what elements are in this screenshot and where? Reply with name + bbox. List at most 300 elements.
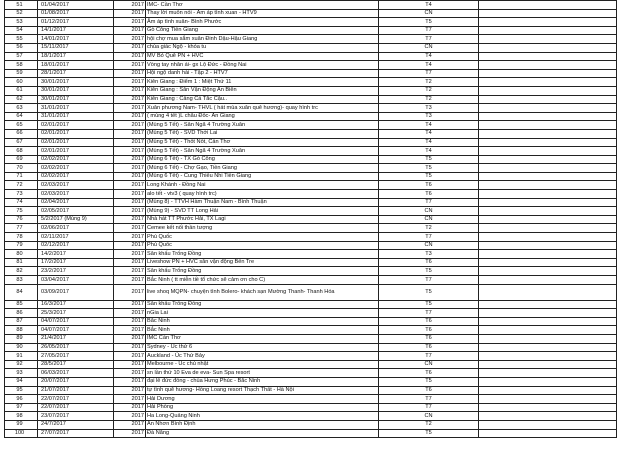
date-cell[interactable]: 03/04/2017 [38,276,114,285]
empty-cell[interactable] [479,343,617,352]
year-cell[interactable]: 2017 [114,276,146,285]
year-cell[interactable]: 2017 [114,360,146,369]
row-number-cell[interactable]: 62 [5,95,38,104]
row-number-cell[interactable]: 63 [5,104,38,113]
year-cell[interactable]: 2017 [114,69,146,78]
row-number-cell[interactable]: 91 [5,352,38,361]
weekday-cell[interactable]: T6 [379,334,479,343]
event-cell[interactable]: Hải Dương [146,395,379,404]
year-cell[interactable]: 2017 [114,258,146,267]
event-cell[interactable]: Hải Phòng [146,403,379,412]
empty-cell[interactable] [479,267,617,276]
event-cell[interactable]: IMC Cần Thơ [146,334,379,343]
weekday-cell[interactable]: T4 [379,61,479,70]
row-number-cell[interactable]: 81 [5,258,38,267]
empty-cell[interactable] [479,369,617,378]
empty-cell[interactable] [479,1,617,10]
event-cell[interactable]: Sân khấu Trống Đồng [146,267,379,276]
year-cell[interactable]: 2017 [114,190,146,199]
date-cell[interactable]: 14/1/2017 [38,26,114,35]
event-cell[interactable]: ( mùng 4 tết )L châu Đốc- An Giang [146,112,379,121]
empty-cell[interactable] [479,121,617,130]
date-cell[interactable]: 26/05/2017 [38,343,114,352]
weekday-cell[interactable]: T7 [379,26,479,35]
date-cell[interactable]: 21/4/2017 [38,334,114,343]
year-cell[interactable]: 2017 [114,9,146,18]
empty-cell[interactable] [479,61,617,70]
row-number-cell[interactable]: 95 [5,386,38,395]
event-cell[interactable]: (Mùng 5 Tết) - SVD Thới Lai [146,129,379,138]
row-number-cell[interactable]: 78 [5,233,38,242]
event-cell[interactable]: Phú Quốc [146,233,379,242]
date-cell[interactable]: 02/03/2017 [38,181,114,190]
date-cell[interactable]: 22/07/2017 [38,395,114,404]
empty-cell[interactable] [479,95,617,104]
year-cell[interactable]: 2017 [114,155,146,164]
row-number-cell[interactable]: 76 [5,215,38,224]
weekday-cell[interactable]: T7 [379,395,479,404]
row-number-cell[interactable]: 88 [5,326,38,335]
empty-cell[interactable] [479,104,617,113]
empty-cell[interactable] [479,181,617,190]
empty-cell[interactable] [479,207,617,216]
row-number-cell[interactable]: 58 [5,61,38,70]
event-cell[interactable]: (Mùng 5 Tết) - Sân Ngã 4 Trường Xuân [146,147,379,156]
weekday-cell[interactable]: T6 [379,343,479,352]
year-cell[interactable]: 2017 [114,250,146,259]
year-cell[interactable]: 2017 [114,43,146,52]
event-cell[interactable]: Đà Nẵng [146,429,379,438]
row-number-cell[interactable]: 57 [5,52,38,61]
row-number-cell[interactable]: 86 [5,309,38,318]
year-cell[interactable]: 2017 [114,164,146,173]
weekday-cell[interactable]: CN [379,412,479,421]
date-cell[interactable]: 02/02/2017 [38,172,114,181]
event-cell[interactable]: sn lần thứ 10 Eva de eva- Sun Spa resort [146,369,379,378]
year-cell[interactable]: 2017 [114,26,146,35]
date-cell[interactable]: 02/02/2017 [38,164,114,173]
weekday-cell[interactable]: T2 [379,86,479,95]
row-number-cell[interactable]: 97 [5,403,38,412]
date-cell[interactable]: 5/2/2017 (Mùng 9) [38,215,114,224]
date-cell[interactable]: 30/01/2017 [38,78,114,87]
event-cell[interactable]: Bắc Ninh ( tt miễn tiề tổ chức sẽ cảm ơn cho C) [146,276,379,285]
date-cell[interactable]: 31/01/2017 [38,112,114,121]
row-number-cell[interactable]: 83 [5,276,38,285]
event-cell[interactable]: Sân khấu Trống Đồng [146,300,379,309]
weekday-cell[interactable]: T5 [379,300,479,309]
weekday-cell[interactable]: T5 [379,377,479,386]
weekday-cell[interactable]: T3 [379,250,479,259]
year-cell[interactable]: 2017 [114,78,146,87]
year-cell[interactable]: 2017 [114,241,146,250]
weekday-cell[interactable]: T5 [379,267,479,276]
empty-cell[interactable] [479,43,617,52]
date-cell[interactable]: 02/05/2017 [38,207,114,216]
event-cell[interactable]: (Mùng 5 Tết) - Sân Ngã 4 Trường Xuân [146,121,379,130]
empty-cell[interactable] [479,138,617,147]
event-cell[interactable]: Kiên Giang : Điểm 1 : Miệt Thứ 11 [146,78,379,87]
row-number-cell[interactable]: 59 [5,69,38,78]
date-cell[interactable]: 15/11/2017 [38,43,114,52]
weekday-cell[interactable]: T3 [379,104,479,113]
row-number-cell[interactable]: 73 [5,190,38,199]
row-number-cell[interactable]: 65 [5,121,38,130]
year-cell[interactable]: 2017 [114,172,146,181]
row-number-cell[interactable]: 85 [5,300,38,309]
row-number-cell[interactable]: 53 [5,18,38,27]
row-number-cell[interactable]: 70 [5,164,38,173]
row-number-cell[interactable]: 100 [5,429,38,438]
year-cell[interactable]: 2017 [114,343,146,352]
date-cell[interactable]: 21/07/2017 [38,386,114,395]
event-cell[interactable]: Nhà hát TT Phước Hải, TX Lagi [146,215,379,224]
date-cell[interactable]: 01/12/2017 [38,18,114,27]
date-cell[interactable]: 02/01/2017 [38,129,114,138]
weekday-cell[interactable]: T5 [379,284,479,300]
date-cell[interactable]: 06/03/2017 [38,369,114,378]
date-cell[interactable]: 01/08/2017 [38,9,114,18]
weekday-cell[interactable]: CN [379,9,479,18]
date-cell[interactable]: 28/1/2017 [38,69,114,78]
year-cell[interactable]: 2017 [114,95,146,104]
empty-cell[interactable] [479,190,617,199]
weekday-cell[interactable]: T5 [379,172,479,181]
weekday-cell[interactable]: T7 [379,35,479,44]
empty-cell[interactable] [479,276,617,285]
year-cell[interactable]: 2017 [114,147,146,156]
year-cell[interactable]: 2017 [114,395,146,404]
date-cell[interactable]: 20/07/2017 [38,377,114,386]
row-number-cell[interactable]: 68 [5,147,38,156]
year-cell[interactable]: 2017 [114,403,146,412]
date-cell[interactable]: 17/2/2017 [38,258,114,267]
weekday-cell[interactable]: T7 [379,403,479,412]
weekday-cell[interactable]: CN [379,360,479,369]
year-cell[interactable]: 2017 [114,121,146,130]
event-cell[interactable]: Xuân phương Nam- THVL ( hát mùa xuân quê hương)- quay hình trc [146,104,379,113]
year-cell[interactable]: 2017 [114,233,146,242]
event-cell[interactable]: Ha Long-Quảng Ninh [146,412,379,421]
weekday-cell[interactable]: CN [379,215,479,224]
row-number-cell[interactable]: 66 [5,129,38,138]
row-number-cell[interactable]: 94 [5,377,38,386]
event-cell[interactable]: hội chợ mua sắm xuân Đinh Dậu-Hậu Giang [146,35,379,44]
weekday-cell[interactable]: T4 [379,1,479,10]
weekday-cell[interactable]: T3 [379,112,479,121]
date-cell[interactable]: 30/01/2017 [38,95,114,104]
empty-cell[interactable] [479,35,617,44]
date-cell[interactable]: 02/12/2017 [38,241,114,250]
event-cell[interactable]: Hội ngộ danh hài - Tập 2 - HTV7 [146,69,379,78]
year-cell[interactable]: 2017 [114,334,146,343]
event-cell[interactable]: chùa giác Ngộ - khóa tu [146,43,379,52]
row-number-cell[interactable]: 55 [5,35,38,44]
event-cell[interactable]: (Mùng 5 Tết) - Thốt Nốt, Cần Thơ [146,138,379,147]
empty-cell[interactable] [479,112,617,121]
empty-cell[interactable] [479,26,617,35]
year-cell[interactable]: 2017 [114,112,146,121]
weekday-cell[interactable]: T5 [379,18,479,27]
date-cell[interactable]: 30/01/2017 [38,86,114,95]
empty-cell[interactable] [479,164,617,173]
row-number-cell[interactable]: 96 [5,395,38,404]
year-cell[interactable]: 2017 [114,61,146,70]
row-number-cell[interactable]: 69 [5,155,38,164]
weekday-cell[interactable]: T5 [379,155,479,164]
weekday-cell[interactable]: T7 [379,69,479,78]
event-cell[interactable]: Sydney - Úc thứ 6 [146,343,379,352]
date-cell[interactable]: 27/05/2017 [38,352,114,361]
year-cell[interactable]: 2017 [114,326,146,335]
event-cell[interactable]: (Mùng 9) - SVD TT Long Hải [146,207,379,216]
empty-cell[interactable] [479,18,617,27]
weekday-cell[interactable]: T7 [379,233,479,242]
year-cell[interactable]: 2017 [114,52,146,61]
empty-cell[interactable] [479,250,617,259]
event-cell[interactable]: Melbourne - Úc chủ nhật [146,360,379,369]
event-cell[interactable]: Cemee kết nối thần tượng [146,224,379,233]
date-cell[interactable]: 14/2/2017 [38,250,114,259]
year-cell[interactable]: 2017 [114,386,146,395]
row-number-cell[interactable]: 90 [5,343,38,352]
weekday-cell[interactable]: T4 [379,121,479,130]
empty-cell[interactable] [479,258,617,267]
weekday-cell[interactable]: T7 [379,309,479,318]
empty-cell[interactable] [479,420,617,429]
year-cell[interactable]: 2017 [114,129,146,138]
date-cell[interactable]: 04/07/2017 [38,326,114,335]
date-cell[interactable]: 02/02/2017 [38,155,114,164]
date-cell[interactable]: 18/1/2017 [38,52,114,61]
weekday-cell[interactable]: T6 [379,190,479,199]
event-cell[interactable]: alo tết - vtv3 ( quay hình trc) [146,190,379,199]
empty-cell[interactable] [479,317,617,326]
weekday-cell[interactable]: T2 [379,224,479,233]
event-cell[interactable]: (Mùng 6 Tết) - Chợ Gạo, Tiền Giang [146,164,379,173]
date-cell[interactable]: 14/01/2017 [38,35,114,44]
empty-cell[interactable] [479,78,617,87]
weekday-cell[interactable]: T5 [379,164,479,173]
weekday-cell[interactable]: T7 [379,352,479,361]
row-number-cell[interactable]: 56 [5,43,38,52]
row-number-cell[interactable]: 80 [5,250,38,259]
year-cell[interactable]: 2017 [114,369,146,378]
date-cell[interactable]: 04/07/2017 [38,317,114,326]
empty-cell[interactable] [479,172,617,181]
year-cell[interactable]: 2017 [114,267,146,276]
year-cell[interactable]: 2017 [114,224,146,233]
date-cell[interactable]: 18/01/2017 [38,61,114,70]
event-cell[interactable]: Bắc Ninh [146,317,379,326]
empty-cell[interactable] [479,69,617,78]
year-cell[interactable]: 2017 [114,412,146,421]
date-cell[interactable]: 24/7/2017 [38,420,114,429]
empty-cell[interactable] [479,377,617,386]
event-cell[interactable]: Long Khánh - Đồng Nai [146,181,379,190]
event-cell[interactable]: Bắc Ninh [146,326,379,335]
date-cell[interactable]: 02/04/2017 [38,198,114,207]
row-number-cell[interactable]: 67 [5,138,38,147]
year-cell[interactable]: 2017 [114,138,146,147]
event-cell[interactable]: Liveshow PN + HVC sân vận động Bến Tre [146,258,379,267]
year-cell[interactable]: 2017 [114,420,146,429]
event-cell[interactable]: Sân khấu Trống Đồng [146,250,379,259]
year-cell[interactable]: 2017 [114,215,146,224]
event-cell[interactable]: IMC- Cần Thơ [146,1,379,10]
event-cell[interactable]: MV Bỏ Quê PN + HVC [146,52,379,61]
weekday-cell[interactable]: T4 [379,52,479,61]
row-number-cell[interactable]: 71 [5,172,38,181]
event-cell[interactable]: (Mùng 8) - TTVH Hàm Thuận Nam - Bình Thuận [146,198,379,207]
empty-cell[interactable] [479,241,617,250]
date-cell[interactable]: 31/01/2017 [38,104,114,113]
empty-cell[interactable] [479,412,617,421]
empty-cell[interactable] [479,147,617,156]
row-number-cell[interactable]: 92 [5,360,38,369]
event-cell[interactable]: Âm áp tình xuân- Bình Phước [146,18,379,27]
date-cell[interactable]: 02/06/2017 [38,224,114,233]
weekday-cell[interactable]: T2 [379,78,479,87]
year-cell[interactable]: 2017 [114,1,146,10]
year-cell[interactable]: 2017 [114,86,146,95]
weekday-cell[interactable]: CN [379,241,479,250]
year-cell[interactable]: 2017 [114,35,146,44]
row-number-cell[interactable]: 52 [5,9,38,18]
empty-cell[interactable] [479,9,617,18]
event-cell[interactable]: live shoq MQPN- chuyện tình Bolero- khách sạn Mường Thanh- Thanh Hóa [146,284,379,300]
empty-cell[interactable] [479,352,617,361]
date-cell[interactable]: 25/3/2017 [38,309,114,318]
event-cell[interactable]: tự tình quê hương- Hồng Loang resort Thạch Thất - Hà Nội [146,386,379,395]
weekday-cell[interactable]: T6 [379,326,479,335]
row-number-cell[interactable]: 98 [5,412,38,421]
weekday-cell[interactable]: CN [379,43,479,52]
year-cell[interactable]: 2017 [114,352,146,361]
weekday-cell[interactable]: CN [379,207,479,216]
empty-cell[interactable] [479,233,617,242]
row-number-cell[interactable]: 72 [5,181,38,190]
empty-cell[interactable] [479,155,617,164]
year-cell[interactable]: 2017 [114,198,146,207]
weekday-cell[interactable]: T6 [379,369,479,378]
row-number-cell[interactable]: 99 [5,420,38,429]
weekday-cell[interactable]: T6 [379,181,479,190]
row-number-cell[interactable]: 79 [5,241,38,250]
weekday-cell[interactable]: T2 [379,420,479,429]
empty-cell[interactable] [479,309,617,318]
date-cell[interactable]: 27/07/2017 [38,429,114,438]
empty-cell[interactable] [479,284,617,300]
event-cell[interactable]: (Mùng 6 Tết) - Cung Thiếu Nhi Tiền Giang [146,172,379,181]
empty-cell[interactable] [479,429,617,438]
empty-cell[interactable] [479,52,617,61]
date-cell[interactable]: 16/3/2017 [38,300,114,309]
year-cell[interactable]: 2017 [114,300,146,309]
date-cell[interactable]: 02/01/2017 [38,147,114,156]
year-cell[interactable]: 2017 [114,309,146,318]
weekday-cell[interactable]: T4 [379,147,479,156]
row-number-cell[interactable]: 64 [5,112,38,121]
row-number-cell[interactable]: 87 [5,317,38,326]
date-cell[interactable]: 23/2/2017 [38,267,114,276]
row-number-cell[interactable]: 60 [5,78,38,87]
row-number-cell[interactable]: 84 [5,284,38,300]
event-cell[interactable]: Kiên Giang : Sân Vận Động An Biên [146,86,379,95]
event-cell[interactable]: Kiên Giang : Cảng Cá Tắc Cậu.. [146,95,379,104]
year-cell[interactable]: 2017 [114,207,146,216]
year-cell[interactable]: 2017 [114,377,146,386]
row-number-cell[interactable]: 75 [5,207,38,216]
row-number-cell[interactable]: 93 [5,369,38,378]
date-cell[interactable]: 02/11/2017 [38,233,114,242]
date-cell[interactable]: 28/5/2017 [38,360,114,369]
event-cell[interactable]: (Mùng 6 Tết) - TX Gò Công [146,155,379,164]
weekday-cell[interactable]: T5 [379,429,479,438]
event-cell[interactable]: An Nhơn Bình Định [146,420,379,429]
empty-cell[interactable] [479,215,617,224]
event-cell[interactable]: nGia Lai [146,309,379,318]
date-cell[interactable]: 23/07/2017 [38,412,114,421]
year-cell[interactable]: 2017 [114,104,146,113]
row-number-cell[interactable]: 51 [5,1,38,10]
weekday-cell[interactable]: T4 [379,129,479,138]
row-number-cell[interactable]: 82 [5,267,38,276]
date-cell[interactable]: 22/07/2017 [38,403,114,412]
weekday-cell[interactable]: T6 [379,386,479,395]
empty-cell[interactable] [479,86,617,95]
date-cell[interactable]: 02/01/2017 [38,138,114,147]
weekday-cell[interactable]: T2 [379,95,479,104]
weekday-cell[interactable]: T7 [379,276,479,285]
year-cell[interactable]: 2017 [114,181,146,190]
row-number-cell[interactable]: 77 [5,224,38,233]
empty-cell[interactable] [479,129,617,138]
year-cell[interactable]: 2017 [114,429,146,438]
event-cell[interactable]: Phú Quốc [146,241,379,250]
date-cell[interactable]: 01/04/2017 [38,1,114,10]
date-cell[interactable]: 02/01/2017 [38,121,114,130]
weekday-cell[interactable]: T4 [379,138,479,147]
row-number-cell[interactable]: 74 [5,198,38,207]
date-cell[interactable]: 03/09/2017 [38,284,114,300]
row-number-cell[interactable]: 54 [5,26,38,35]
year-cell[interactable]: 2017 [114,18,146,27]
empty-cell[interactable] [479,395,617,404]
row-number-cell[interactable]: 61 [5,86,38,95]
weekday-cell[interactable]: T6 [379,258,479,267]
event-cell[interactable]: Thay lời muốn nói - Âm áp tình xuan - HTV9 [146,9,379,18]
weekday-cell[interactable]: T7 [379,198,479,207]
row-number-cell[interactable]: 89 [5,334,38,343]
empty-cell[interactable] [479,198,617,207]
year-cell[interactable]: 2017 [114,317,146,326]
empty-cell[interactable] [479,360,617,369]
empty-cell[interactable] [479,300,617,309]
event-cell[interactable]: Gò Công Tiền Giang [146,26,379,35]
weekday-cell[interactable]: T6 [379,317,479,326]
event-cell[interactable]: Auckland - Úc Thứ Bảy [146,352,379,361]
empty-cell[interactable] [479,334,617,343]
date-cell[interactable]: 02/03/2017 [38,190,114,199]
empty-cell[interactable] [479,403,617,412]
event-cell[interactable]: Vòng tay nhân ái- gx Lộ Đức - Đồng Nai [146,61,379,70]
empty-cell[interactable] [479,326,617,335]
empty-cell[interactable] [479,386,617,395]
year-cell[interactable]: 2017 [114,284,146,300]
empty-cell[interactable] [479,224,617,233]
event-cell[interactable]: đại lễ đức đồng - chùa Hưng Phúc - Bắc Ninh [146,377,379,386]
